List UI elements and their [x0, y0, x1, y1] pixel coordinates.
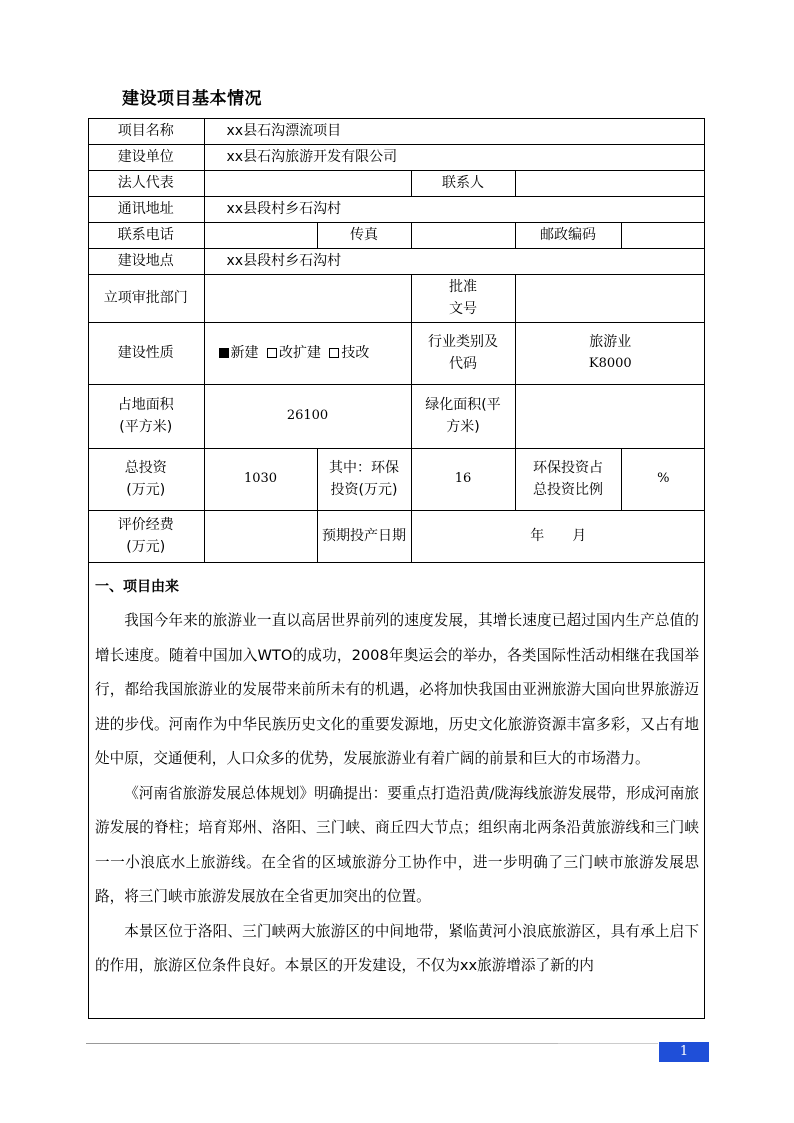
- row-approval: [88, 274, 705, 322]
- invest-label-line2: (万元): [126, 482, 166, 498]
- postcode-label: 邮政编码: [515, 222, 621, 248]
- builder-label: 建设单位: [88, 144, 204, 170]
- checkbox-empty-icon: [329, 348, 339, 358]
- industry-label-line1: 行业类别及: [428, 334, 498, 350]
- row-eval-fee: [88, 510, 705, 562]
- contact-value: [515, 170, 705, 196]
- industry-value: [515, 322, 705, 384]
- eval-fee-value: [204, 510, 317, 562]
- approval-no-value: [515, 274, 705, 322]
- contact-label: 联系人: [411, 170, 515, 196]
- green-label-line1: 绿化面积(平: [425, 397, 501, 413]
- operation-date-value: 年 月: [411, 510, 705, 562]
- operation-date-label: 预期投产日期: [317, 510, 411, 562]
- industry-code: K8000: [588, 356, 632, 371]
- approval-no-label-line1: 批准: [449, 279, 477, 295]
- eval-fee-label: [88, 510, 204, 562]
- nature-label: 建设性质: [88, 322, 204, 384]
- row-legal-rep: [88, 170, 705, 196]
- nature-options: [204, 322, 411, 384]
- industry-name: 旅游业: [589, 334, 632, 350]
- green-label-line2: 方米): [446, 419, 480, 435]
- project-name-label: 项目名称: [88, 118, 204, 144]
- approval-no-label: [411, 274, 515, 322]
- env-ratio-label: [515, 448, 621, 510]
- site-label: 建设地点: [88, 248, 204, 274]
- env-invest-value: 16: [411, 448, 515, 510]
- nature-option-expand[interactable]: [267, 345, 321, 361]
- area-label-line2: (平方米): [119, 419, 173, 435]
- eval-fee-label-line2: (万元): [126, 539, 166, 555]
- nature-option-new[interactable]: [219, 345, 259, 361]
- row-address: [88, 196, 705, 222]
- industry-label-line2: 代码: [449, 356, 477, 372]
- legal-rep-label: 法人代表: [88, 170, 204, 196]
- section-heading: 一、项目由来: [95, 579, 179, 595]
- env-invest-label: [317, 448, 411, 510]
- industry-label: [411, 322, 515, 384]
- area-label: [88, 384, 204, 448]
- document-title: 建设项目基本情况: [122, 89, 262, 109]
- nature-option-new-label: 新建: [230, 345, 259, 361]
- fax-value: [411, 222, 515, 248]
- approval-dept-label: 立项审批部门: [88, 274, 204, 322]
- project-info-table: [88, 118, 705, 563]
- page-number: 1: [659, 1042, 709, 1062]
- address-value: xx县段村乡石沟村: [204, 196, 705, 222]
- footer-divider: [240, 1043, 558, 1044]
- row-area: [88, 384, 705, 448]
- phone-label: 联系电话: [88, 222, 204, 248]
- row-builder: [88, 144, 705, 170]
- row-project-name: [88, 118, 705, 144]
- project-name-value: xx县石沟漂流项目: [204, 118, 705, 144]
- address-label: 通讯地址: [88, 196, 204, 222]
- nature-option-upgrade[interactable]: [329, 345, 369, 361]
- approval-no-label-line2: 文号: [449, 301, 477, 317]
- env-ratio-label-line2: 总投资比例: [533, 482, 603, 498]
- phone-value: [204, 222, 317, 248]
- site-value: xx县段村乡石沟村: [204, 248, 705, 274]
- nature-option-expand-label: 改扩建: [278, 345, 321, 361]
- row-site: [88, 248, 705, 274]
- invest-value: 1030: [204, 448, 317, 510]
- paragraph-3: 本景区位于洛阳、三门峡两大旅游区的中间地带，紧临黄河小浪底旅游区，具有承上启下的作用，旅游区位条件良好。本景区的开发建设，不仅为xx旅游增添了新的内: [95, 922, 699, 974]
- fax-label: 传真: [317, 222, 411, 248]
- env-invest-label-line1: 其中：环保: [329, 460, 399, 476]
- green-label: [411, 384, 515, 448]
- invest-label: [88, 448, 204, 510]
- env-ratio-label-line1: 环保投资占: [533, 460, 603, 476]
- checkbox-empty-icon: [267, 348, 277, 358]
- env-invest-label-line2: 投资(万元): [330, 482, 398, 498]
- env-ratio-value: %: [621, 448, 705, 510]
- eval-fee-label-line1: 评价经费: [117, 517, 174, 533]
- checkbox-checked-icon: [219, 348, 229, 358]
- paragraph-1: 我国今年来的旅游业一直以高居世界前列的速度发展，其增长速度已超过国内生产总值的增长速度。随着中国加入WTO的成功，2008年奥运会的举办，各类国际性活动相继在我国举行，都给我国旅游业的发展带来前所未有的机遇，必将加快我国由亚洲旅游大国向世界旅游迈进的步伐。河南作为中华民族历史文化的重要发源地，历史文化旅游资源丰富多彩，又占有地处中原，交通便利，人口众多的优势，发展旅游业有着广阔的前景和巨大的市场潜力。: [95, 612, 699, 767]
- nature-option-upgrade-label: 技改: [341, 345, 370, 361]
- project-origin-section: [95, 576, 699, 984]
- row-nature: [88, 322, 705, 384]
- postcode-value: [621, 222, 705, 248]
- builder-value: xx县石沟旅游开发有限公司: [204, 144, 705, 170]
- footer-divider: [558, 1043, 658, 1044]
- approval-dept-value: [204, 274, 411, 322]
- row-phone: [88, 222, 705, 248]
- paragraph-2: 《河南省旅游发展总体规划》明确提出：要重点打造沿黄/陇海线旅游发展带，形成河南旅游发展的脊柱；培育郑州、洛阳、三门峡、商丘四大节点；组织南北两条沿黄旅游线和三门峡一一小浪底水上旅游线。在全省的区域旅游分工协作中，进一步明确了三门峡市旅游发展思路，将三门峡市旅游发展放在全省更加突出的位置。: [95, 784, 699, 905]
- green-value: [515, 384, 705, 448]
- area-label-line1: 占地面积: [117, 397, 174, 413]
- legal-rep-value: [204, 170, 411, 196]
- footer-divider: [86, 1043, 240, 1044]
- row-investment: [88, 448, 705, 510]
- area-value: 26100: [204, 384, 411, 448]
- invest-label-line1: 总投资: [124, 460, 167, 476]
